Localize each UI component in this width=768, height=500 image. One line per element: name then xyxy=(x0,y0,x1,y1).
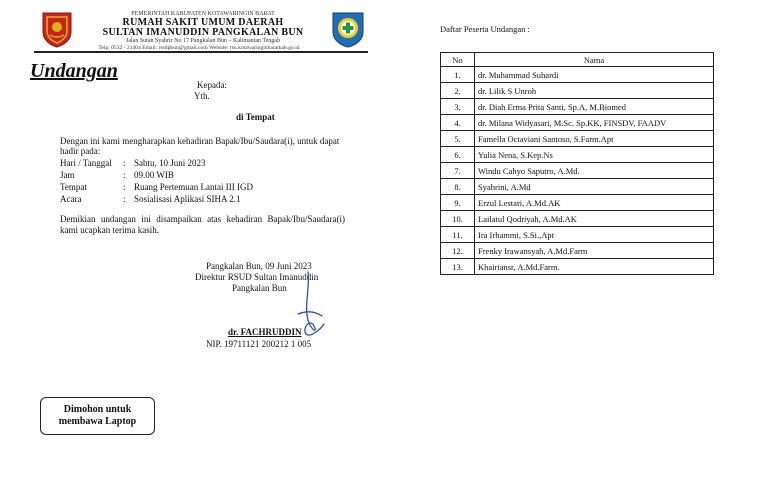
kop-government-line: PEMERINTAH KABUPATEN KOTAWARINGIN BARAT xyxy=(131,11,275,17)
table-row xyxy=(441,211,714,227)
row-name: Syahrini, A.Md xyxy=(475,179,714,195)
detail-value-place: Ruang Pertemuan Lantai III IGD xyxy=(134,182,253,192)
row-no: 8. xyxy=(441,179,475,195)
detail-sep-event: : xyxy=(123,194,126,204)
laptop-reminder-text: Dimohon untuk membawa Laptop xyxy=(58,404,137,427)
row-no: 11. xyxy=(441,227,475,243)
detail-value-date: Sabtu, 10 Juni 2023 xyxy=(134,158,206,168)
detail-label-event: Acara xyxy=(60,194,82,204)
kop-hospital-name: SULTAN IMANUDDIN PANGKALAN BUN xyxy=(102,27,304,38)
regency-emblem-icon xyxy=(40,10,74,48)
row-name: Famella Octaviani Santoso, S.Farm.Apt xyxy=(475,131,714,147)
letterhead xyxy=(78,11,328,52)
detail-label-place: Tempat xyxy=(60,182,87,192)
table-row xyxy=(441,83,714,99)
row-no: 5. xyxy=(441,131,475,147)
letter-closing: Demikian undangan ini disampaikan atas kehadiran Bapak/Ibu/Saudara(i) kami ucapkan terima kasih. xyxy=(60,214,345,235)
row-name: Yulia Nena, S.Kep.Ns xyxy=(475,147,714,163)
signer-nip: NIP. 19711121 200212 1 005 xyxy=(206,339,312,349)
participants-heading: Daftar Peserta Undangan : xyxy=(440,24,530,34)
table-row xyxy=(441,259,714,275)
kop-contact: Telp. 0532 - 21404 Email: rssdpbun@gmail.com Website: rsu.kotawaringinbaratkab.go.id xyxy=(98,45,300,51)
row-name: Erzul Lestari, A.Md.AK xyxy=(475,195,714,211)
laptop-reminder-box xyxy=(40,397,155,435)
participants-table xyxy=(440,52,714,275)
row-no: 7. xyxy=(441,163,475,179)
row-name: Windu Cahyo Saputro, A.Md. xyxy=(475,163,714,179)
row-name: Ira Irhammi, S.Si.,Apt xyxy=(475,227,714,243)
table-row xyxy=(441,163,714,179)
row-no: 12. xyxy=(441,243,475,259)
row-name: Khairiansr, A.Md.Farm. xyxy=(475,259,714,275)
detail-sep-date: : xyxy=(123,158,126,168)
table-row xyxy=(441,243,714,259)
table-row xyxy=(441,179,714,195)
place-date: Pangkalan Bun, 09 Juni 2023 xyxy=(206,261,312,271)
detail-label-date: Hari / Tanggal xyxy=(60,158,112,168)
recipient-kepada: Kepada: xyxy=(197,80,227,90)
kop-address: Jalan Sutan Syahrir No 17 Pangkalan Bun – Kalimantan Tengah xyxy=(126,38,280,44)
col-header-name: Nama xyxy=(475,53,714,67)
detail-value-time: 09.00 WIB xyxy=(134,170,174,180)
row-no: 1. xyxy=(441,67,475,83)
row-no: 2. xyxy=(441,83,475,99)
table-header-row xyxy=(441,53,714,67)
position-line-2: Pangkalan Bun xyxy=(232,283,287,293)
row-no: 10. xyxy=(441,211,475,227)
table-row xyxy=(441,227,714,243)
participants-table-wrap xyxy=(440,52,714,275)
row-no: 3. xyxy=(441,99,475,115)
row-name: dr. Milana Widyasari, M.Sc. Sp.KK, FINSDV, FAADV xyxy=(475,115,714,131)
letter-title: Undangan xyxy=(30,60,118,82)
row-no: 13. xyxy=(441,259,475,275)
recipient-yth: Yth. xyxy=(194,91,210,101)
detail-value-event: Sosialisasi Aplikasi SIHA 2.1 xyxy=(134,194,241,204)
row-name: Lailatul Qodriyah, A.Md.AK xyxy=(475,211,714,227)
table-row xyxy=(441,195,714,211)
hospital-logo-icon xyxy=(330,10,364,48)
signer-name: dr. FACHRUDDIN xyxy=(228,327,302,337)
letter-intro: Dengan ini kami mengharapkan kehadiran Bapak/Ibu/Saudara(i), untuk dapat hadir pada: xyxy=(60,136,340,156)
table-row xyxy=(441,131,714,147)
row-name: dr. Lilik S Unroh xyxy=(475,83,714,99)
kop-hospital-line: RUMAH SAKIT UMUM DAERAH xyxy=(122,17,284,28)
row-no: 6. xyxy=(441,147,475,163)
row-name: Frenky Irawansyah, A.Md.Farm xyxy=(475,243,714,259)
position-line-1: Direktur RSUD Sultan Imanuddin xyxy=(195,272,319,282)
letterhead-divider xyxy=(34,51,368,53)
detail-label-time: Jam xyxy=(60,170,75,180)
row-name: dr. Diah Erma Prita Santi, Sp.A, M.Biomed xyxy=(475,99,714,115)
table-row xyxy=(441,147,714,163)
col-header-no: No xyxy=(441,53,475,67)
row-no: 9. xyxy=(441,195,475,211)
detail-sep-place: : xyxy=(123,182,126,192)
row-no: 4. xyxy=(441,115,475,131)
table-row xyxy=(441,67,714,83)
row-name: dr. Muhammad Suhardi xyxy=(475,67,714,83)
table-row xyxy=(441,115,714,131)
detail-sep-time: : xyxy=(123,170,126,180)
table-row xyxy=(441,99,714,115)
di-tempat: di Tempat xyxy=(236,112,275,122)
